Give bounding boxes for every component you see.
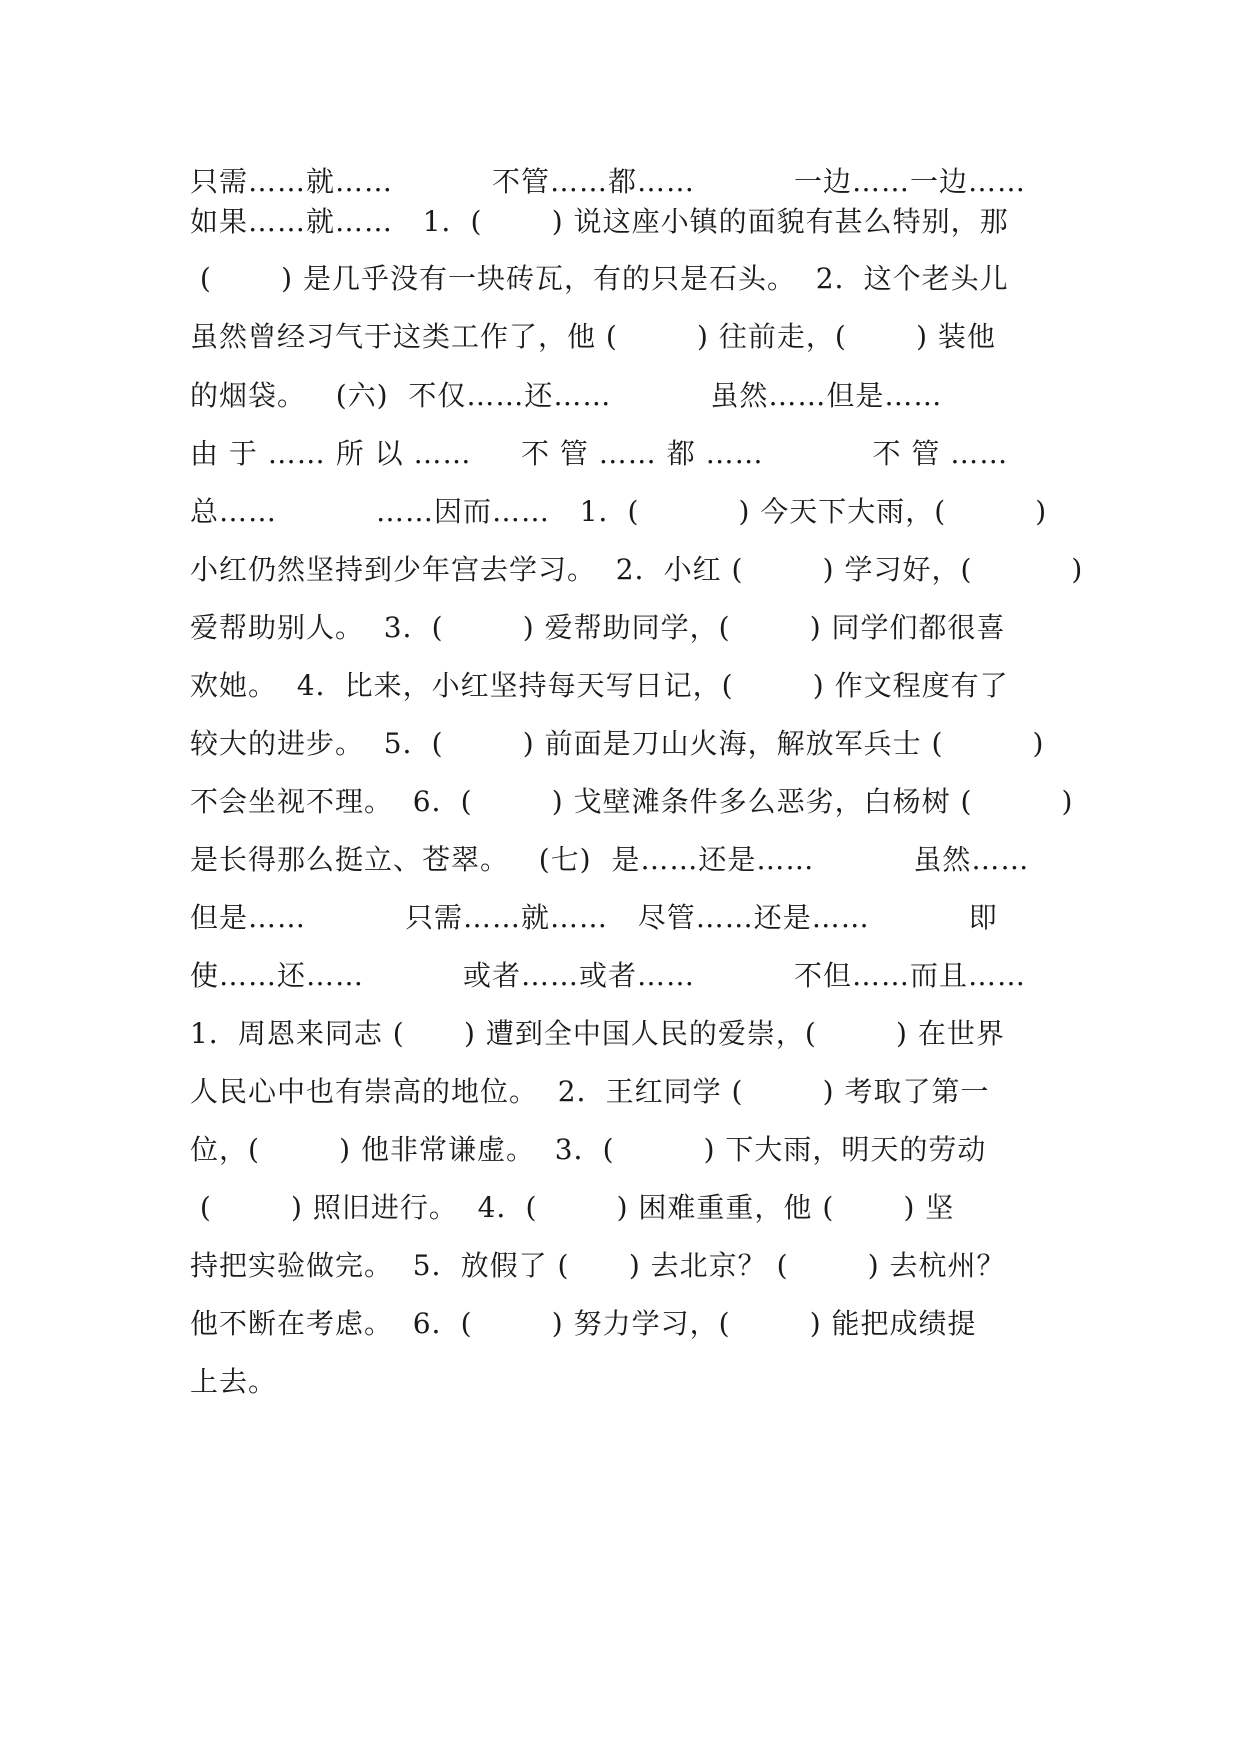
text-line-12: 不会坐视不理。 6．( ) 戈壁滩条件多么恶劣，白杨树 ( ) (190, 785, 1074, 818)
text-line-8: 小红仍然坚持到少年宫去学习。 2．小红 ( ) 学习好，( ) (190, 553, 1084, 586)
text-line-22: 上去。 (190, 1365, 278, 1398)
text-line-13: 是长得那么挺立、苍翠。 (七) 是……还是…… 虽然…… (190, 843, 1030, 876)
text-line-11: 较大的进步。 5．( ) 前面是刀山火海，解放军兵士 ( ) (190, 727, 1045, 760)
text-line-18: 位，( ) 他非常谦虚。 3．( ) 下大雨，明天的劳动 (190, 1133, 987, 1166)
text-line-10: 欢她。 4．比来，小红坚持每天写日记，( ) 作文程度有了 (190, 669, 1009, 702)
text-line-5: 的烟袋。 (六) 不仅……还…… 虽然……但是…… (190, 379, 943, 412)
text-line-20: 持把实验做完。 5．放假了 ( ) 去北京？ ( ) 去杭州？ (190, 1249, 1006, 1282)
text-line-14: 但是…… 只需……就…… 尽管……还是…… 即 (190, 901, 998, 934)
text-line-15: 使……还…… 或者……或者…… 不但……而且…… (190, 959, 1027, 992)
text-line-17: 人民心中也有崇高的地位。 2．王红同学 ( ) 考取了第一 (190, 1075, 990, 1108)
text-line-9: 爱帮助别人。 3．( ) 爱帮助同学，( ) 同学们都很喜 (190, 611, 1006, 644)
text-line-2: 如果……就…… 1．( ) 说这座小镇的面貌有甚么特别，那 (190, 205, 1009, 238)
text-line-21: 他不断在考虑。 6．( ) 努力学习，( ) 能把成绩提 (190, 1307, 977, 1340)
text-line-4: 虽然曾经习气于这类工作了，他 ( ) 往前走，( ) 装他 (190, 320, 996, 353)
text-line-7: 总…… ……因而…… 1．( ) 今天下大雨，( ) (190, 495, 1048, 528)
text-line-3: ( ) 是几乎没有一块砖瓦，有的只是石头。 2．这个老头儿 (190, 262, 1009, 295)
text-line-19: ( ) 照旧进行。 4．( ) 困难重重，他 ( ) 坚 (190, 1191, 955, 1224)
text-line-16: 1．周恩来同志 ( ) 遭到全中国人民的爱崇，( ) 在世界 (190, 1017, 1005, 1050)
text-line-1: 只需……就…… 不管……都…… 一边……一边…… (190, 165, 1027, 198)
text-line-6: 由 于 …… 所 以 …… 不 管 …… 都 …… 不 管 …… (190, 437, 1009, 470)
